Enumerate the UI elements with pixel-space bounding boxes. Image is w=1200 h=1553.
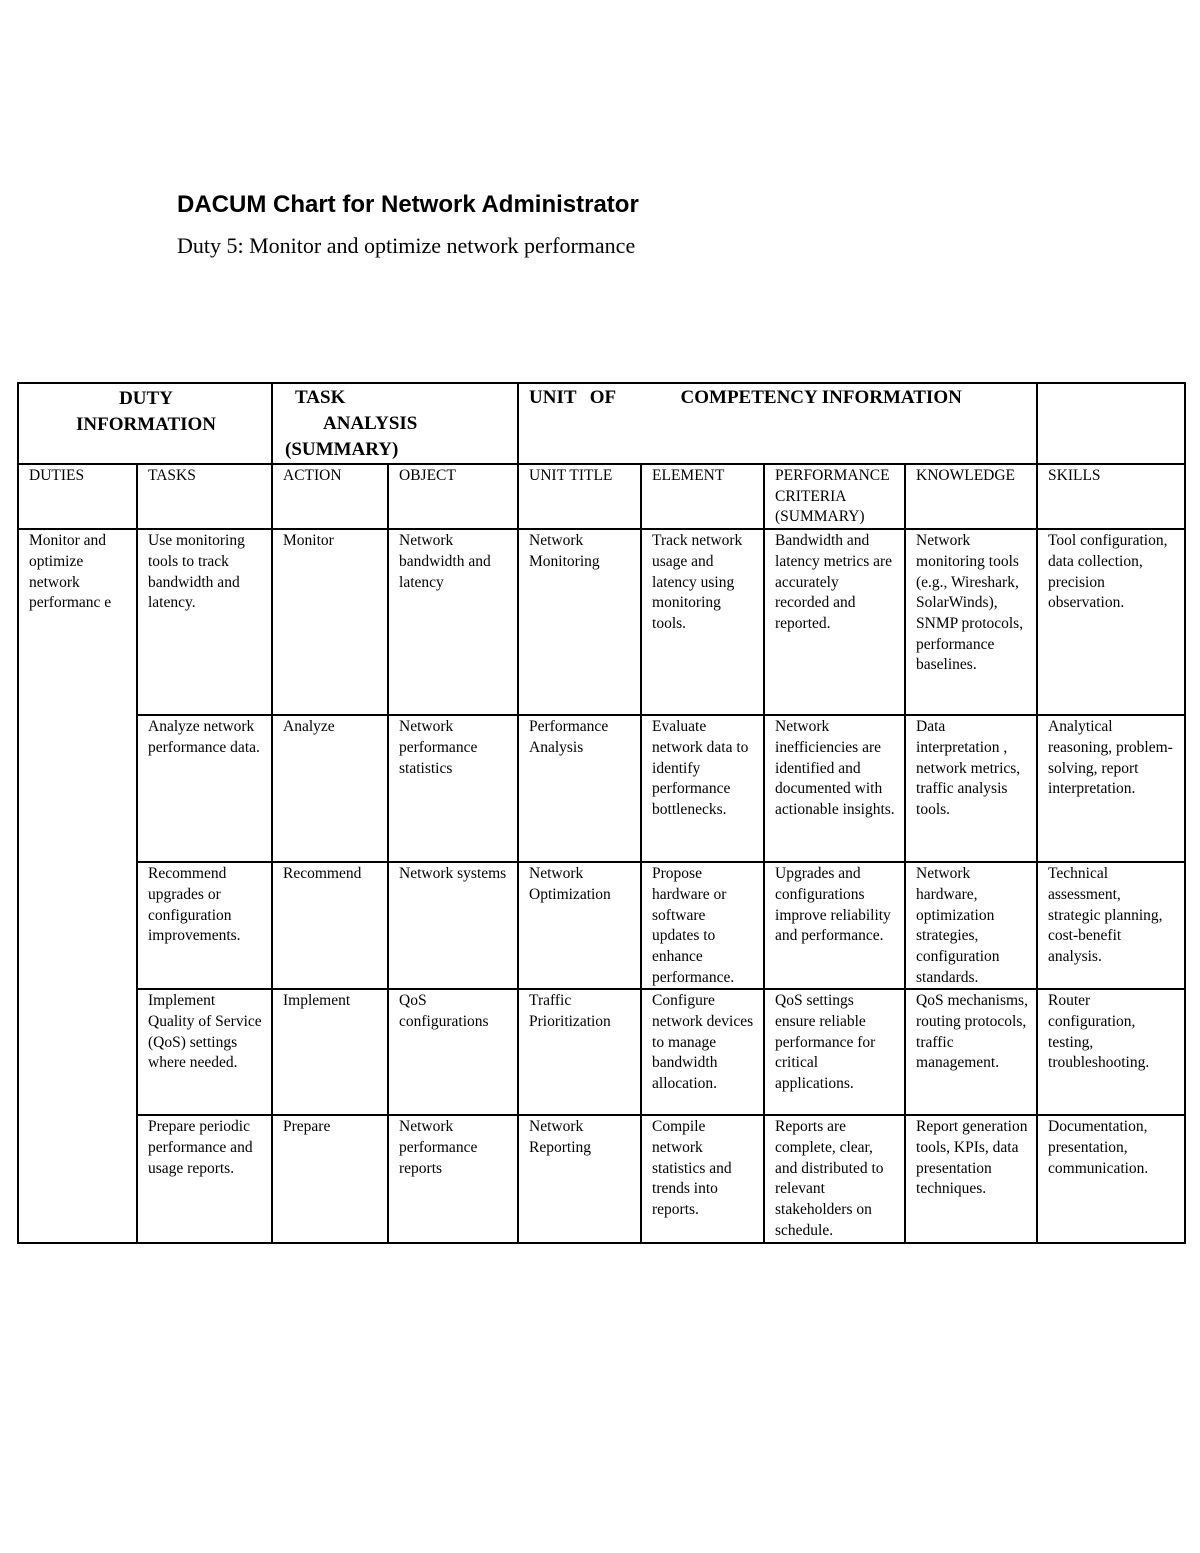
skills-cell: Technical assessment, strategic planning, cost-benefit analysis.: [1037, 862, 1185, 989]
column-header-action: ACTION: [272, 464, 388, 529]
unit-header-word1: UNIT: [529, 387, 577, 408]
column-header-performance-criteria: PERFORMANCE CRITERIA (SUMMARY): [764, 464, 905, 529]
document-title: DACUM Chart for Network Administrator: [177, 191, 639, 218]
task-analysis-header: [272, 383, 518, 464]
knowledge-cell: QoS mechanisms, routing protocols, traffic management.: [905, 989, 1037, 1115]
unit-title-cell: Network Optimization: [518, 862, 641, 989]
unit-title-cell: Traffic Prioritization: [518, 989, 641, 1115]
unit-header-word3: COMPETENCY INFORMATION: [680, 387, 962, 408]
table-row: [18, 529, 1185, 715]
element-cell: Evaluate network data to identify performance bottlenecks.: [641, 715, 764, 862]
column-header-element: ELEMENT: [641, 464, 764, 529]
task-cell: Recommend upgrades or configuration improvements.: [137, 862, 272, 989]
column-header-knowledge: KNOWLEDGE: [905, 464, 1037, 529]
column-header-duties: DUTIES: [18, 464, 137, 529]
task-header-line3: (SUMMARY): [285, 439, 399, 460]
column-header-tasks: TASKS: [137, 464, 272, 529]
skills-cell: Documentation, presentation, communication.: [1037, 1115, 1185, 1242]
criteria-cell: QoS settings ensure reliable performance for critical applications.: [764, 989, 905, 1115]
unit-title-cell: Network Reporting: [518, 1115, 641, 1242]
task-cell: Use monitoring tools to track bandwidth and latency.: [137, 529, 272, 715]
dacum-table: [17, 382, 1186, 1244]
task-header-line1: TASK: [295, 387, 346, 408]
object-cell: Network performance statistics: [388, 715, 518, 862]
empty-header-cell: [1037, 383, 1185, 464]
skills-cell: Analytical reasoning, problem-solving, report interpretation.: [1037, 715, 1185, 862]
knowledge-cell: Network monitoring tools (e.g., Wireshark, SolarWinds), SNMP protocols, performance baselines.: [905, 529, 1037, 715]
element-cell: Track network usage and latency using monitoring tools.: [641, 529, 764, 715]
element-cell: Compile network statistics and trends into reports.: [641, 1115, 764, 1242]
table-row: [18, 715, 1185, 862]
column-header-skills: SKILLS: [1037, 464, 1185, 529]
object-cell: Network performance reports: [388, 1115, 518, 1242]
criteria-cell: Reports are complete, clear, and distributed to relevant stakeholders on schedule.: [764, 1115, 905, 1242]
object-cell: QoS configurations: [388, 989, 518, 1115]
knowledge-cell: Report generation tools, KPIs, data presentation techniques.: [905, 1115, 1037, 1242]
duty-header-line1: DUTY: [119, 388, 173, 409]
object-cell: Network bandwidth and latency: [388, 529, 518, 715]
action-cell: Implement: [272, 989, 388, 1115]
task-header-line2: ANALYSIS: [323, 413, 418, 434]
duty-header-line2: INFORMATION: [75, 414, 217, 435]
table-row: [18, 989, 1185, 1115]
element-cell: Configure network devices to manage bandwidth allocation.: [641, 989, 764, 1115]
column-header-object: OBJECT: [388, 464, 518, 529]
criteria-cell: Bandwidth and latency metrics are accurately recorded and reported.: [764, 529, 905, 715]
task-cell: Prepare periodic performance and usage reports.: [137, 1115, 272, 1242]
duty-cell: Monitor and optimize network performanc e: [18, 529, 137, 1242]
skills-cell: Router configuration, testing, troubleshooting.: [1037, 989, 1185, 1115]
document-subtitle: Duty 5: Monitor and optimize network performance: [177, 233, 636, 258]
action-cell: Prepare: [272, 1115, 388, 1242]
skills-cell: Tool configuration, data collection, precision observation.: [1037, 529, 1185, 715]
task-cell: Analyze network performance data.: [137, 715, 272, 862]
unit-header-word2: OF: [589, 387, 617, 408]
action-cell: Recommend: [272, 862, 388, 989]
action-cell: Monitor: [272, 529, 388, 715]
unit-of-competency-header: [518, 383, 1037, 464]
object-cell: Network systems: [388, 862, 518, 989]
action-cell: Analyze: [272, 715, 388, 862]
task-cell: Implement Quality of Service (QoS) settings where needed.: [137, 989, 272, 1115]
element-cell: Propose hardware or software updates to enhance performance.: [641, 862, 764, 989]
unit-title-cell: Performance Analysis: [518, 715, 641, 862]
criteria-cell: Network inefficiencies are identified and documented with actionable insights.: [764, 715, 905, 862]
table-row: [18, 1115, 1185, 1242]
knowledge-cell: Network hardware, optimization strategies, configuration standards.: [905, 862, 1037, 989]
column-header-unit-title: UNIT TITLE: [518, 464, 641, 529]
group-header-row: [18, 383, 1185, 464]
table-row: [18, 862, 1185, 989]
duty-information-header: [18, 383, 272, 464]
unit-title-cell: Network Monitoring: [518, 529, 641, 715]
column-header-row: [18, 464, 1185, 529]
knowledge-cell: Data interpretation , network metrics, traffic analysis tools.: [905, 715, 1037, 862]
criteria-cell: Upgrades and configurations improve reliability and performance.: [764, 862, 905, 989]
